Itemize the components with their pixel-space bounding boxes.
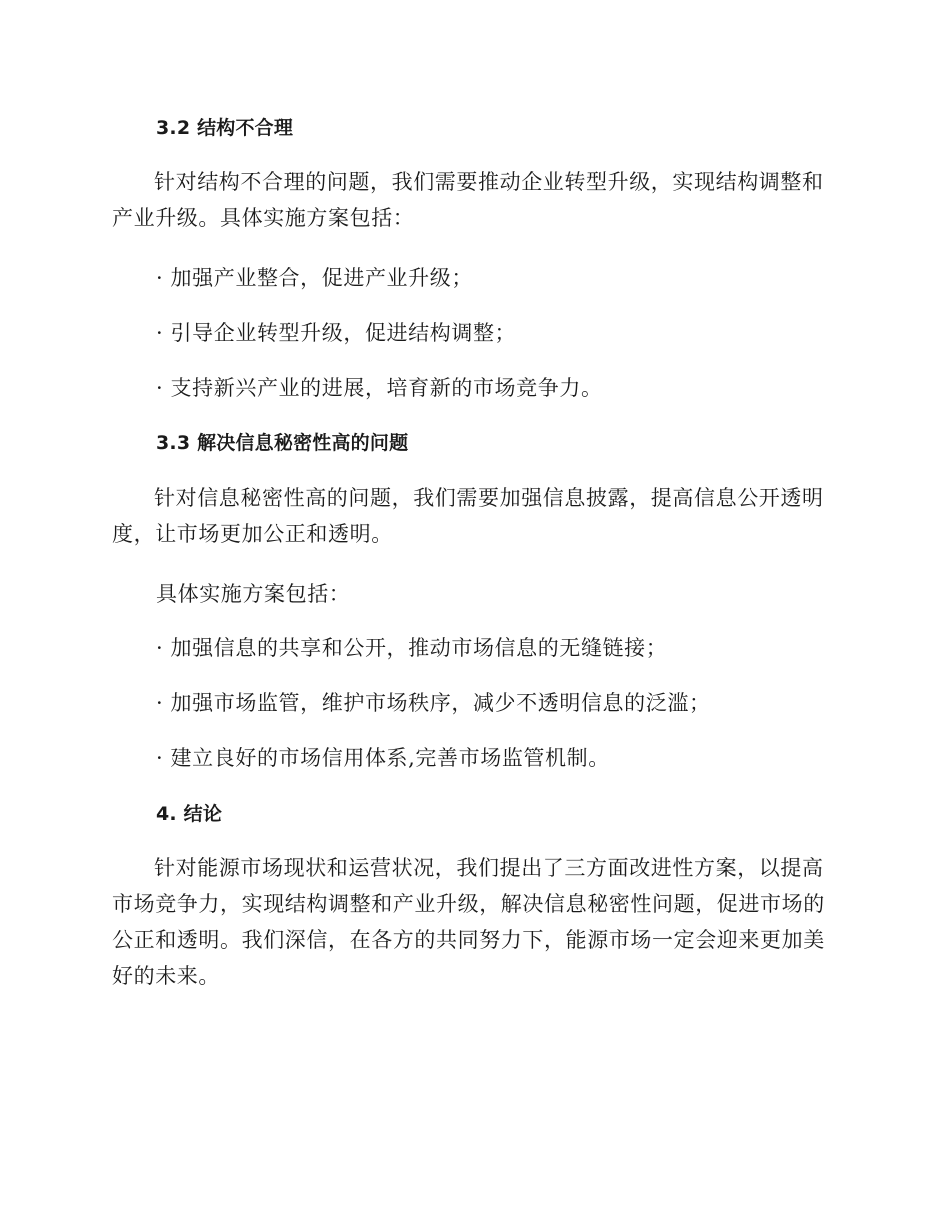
section-3-3-item: · 加强信息的共享和公开，推动市场信息的无缝链接； xyxy=(156,636,668,660)
section-3-3-intro: 针对信息秘密性高的问题，我们需要加强信息披露，提高信息公开透明度，让市场更加公正和透明。 xyxy=(112,486,824,546)
section-3-2-item: · 加强产业整合，促进产业升级； xyxy=(156,266,473,290)
section-3-3-lead: 具体实施方案包括： xyxy=(156,582,351,606)
section-3-3-item: · 建立良好的市场信用体系,完善市场监管机制。 xyxy=(156,746,610,770)
section-3-2-item: · 支持新兴产业的进展，培育新的市场竞争力。 xyxy=(156,376,603,400)
section-3-3-heading: 3.3 解决信息秘密性高的问题 xyxy=(156,432,409,454)
section-4-heading: 4. 结论 xyxy=(156,803,223,825)
section-3-2-intro: 针对结构不合理的问题，我们需要推动企业转型升级，实现结构调整和产业升级。具体实施方案包括： xyxy=(112,170,824,230)
section-3-2-heading: 3.2 结构不合理 xyxy=(156,117,294,139)
section-3-3-item: · 加强市场监管，维护市场秩序，减少不透明信息的泛滥； xyxy=(156,691,711,715)
section-3-2-item: · 引导企业转型升级，促进结构调整； xyxy=(156,321,517,345)
section-4-body: 针对能源市场现状和运营状况，我们提出了三方面改进性方案，以提高市场竞争力，实现结构调整和产业升级，解决信息秘密性问题，促进市场的公正和透明。我们深信，在各方的共同努力下，能源市场一定会迎来更加美好的未来。 xyxy=(112,856,825,988)
